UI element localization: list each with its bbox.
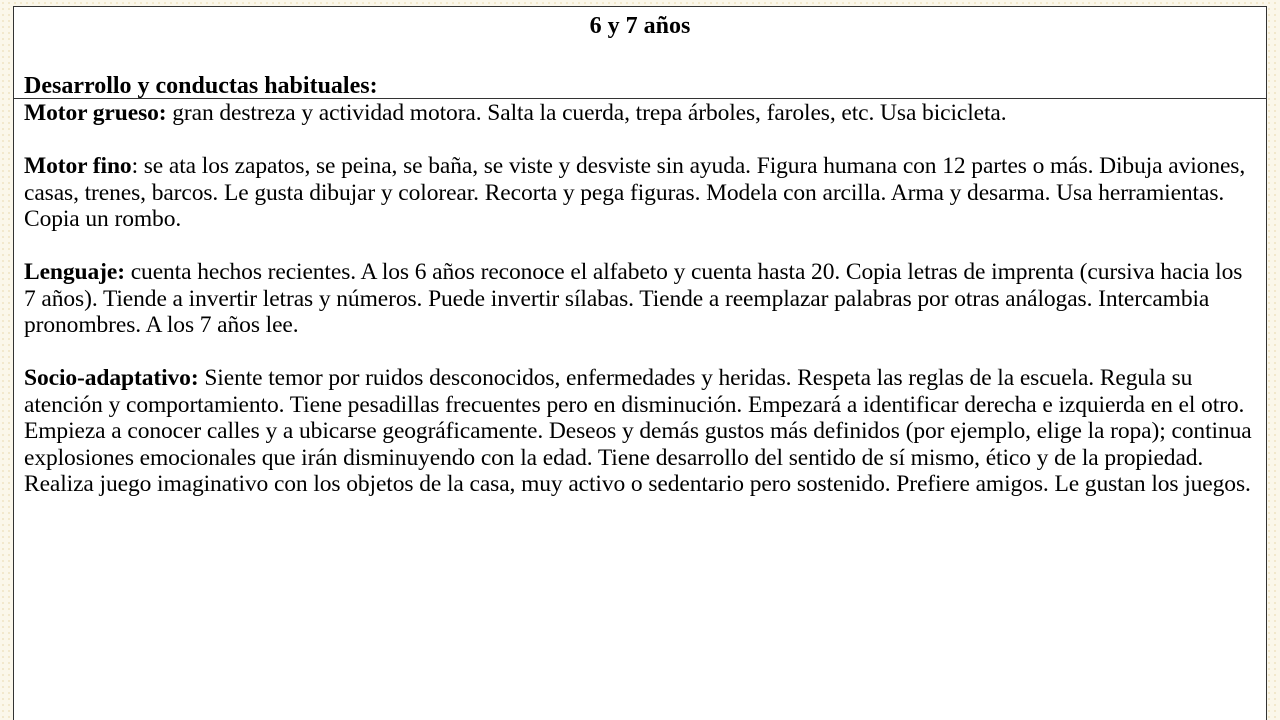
content-body xyxy=(24,100,1252,524)
header-divider xyxy=(14,98,1266,99)
document-table xyxy=(13,6,1267,720)
heading-motor-fino: Motor fino xyxy=(24,153,132,179)
paragraph-lenguaje xyxy=(24,259,1252,339)
paragraph-motor-grueso xyxy=(24,100,1252,127)
text-socio-adaptativo: Siente temor por ruidos desconocidos, enfermedades y heridas. Respeta las reglas de la escuela. Regula su atención y comportamiento. Tiene pesadillas frecuentes pero en disminución. Empezará a identificar derecha e izquierda en el otro. Empieza a conocer calles y a ubicarse geográficamente. Deseos y demás gustos más definidos (por ejemplo, elige la ropa); continua explosiones emocionales que irán disminuyendo con la edad. Tiene desarrollo del sentido de sí mismo, ético y de la propiedad. Realiza juego imaginativo con los objetos de la casa, muy activo o sedentario pero sostenido. Prefiere amigos. Le gustan los juegos. xyxy=(24,365,1252,497)
paragraph-motor-fino xyxy=(24,153,1252,233)
heading-lenguaje: Lenguaje: xyxy=(24,259,125,285)
document-title: 6 y 7 años xyxy=(589,13,691,39)
text-lenguaje: cuenta hechos recientes. A los 6 años reconoce el alfabeto y cuenta hasta 20. Copia letras de imprenta (cursiva hacia los 7 años). Tiende a invertir letras y números. Puede invertir sílabas. Tiende a reemplazar palabras por otras análogas. Intercambia pronombres. A los 7 años lee. xyxy=(24,259,1243,338)
section-subtitle: Desarrollo y conductas habituales: xyxy=(24,73,378,99)
text-motor-grueso: gran destreza y actividad motora. Salta la cuerda, trepa árboles, faroles, etc. Usa bicicleta. xyxy=(166,100,1007,126)
heading-socio-adaptativo: Socio-adaptativo: xyxy=(24,365,199,391)
heading-motor-grueso: Motor grueso: xyxy=(24,100,167,126)
paragraph-socio-adaptativo xyxy=(24,365,1252,498)
text-motor-fino: : se ata los zapatos, se peina, se baña, se viste y desviste sin ayuda. Figura humana con 12 partes o más. Dibuja aviones, casas, trenes, barcos. Le gusta dibujar y colorear. Recorta y pega figuras. Modela con arcilla. Arma y desarma. Usa herramientas. Copia un rombo. xyxy=(24,153,1246,232)
